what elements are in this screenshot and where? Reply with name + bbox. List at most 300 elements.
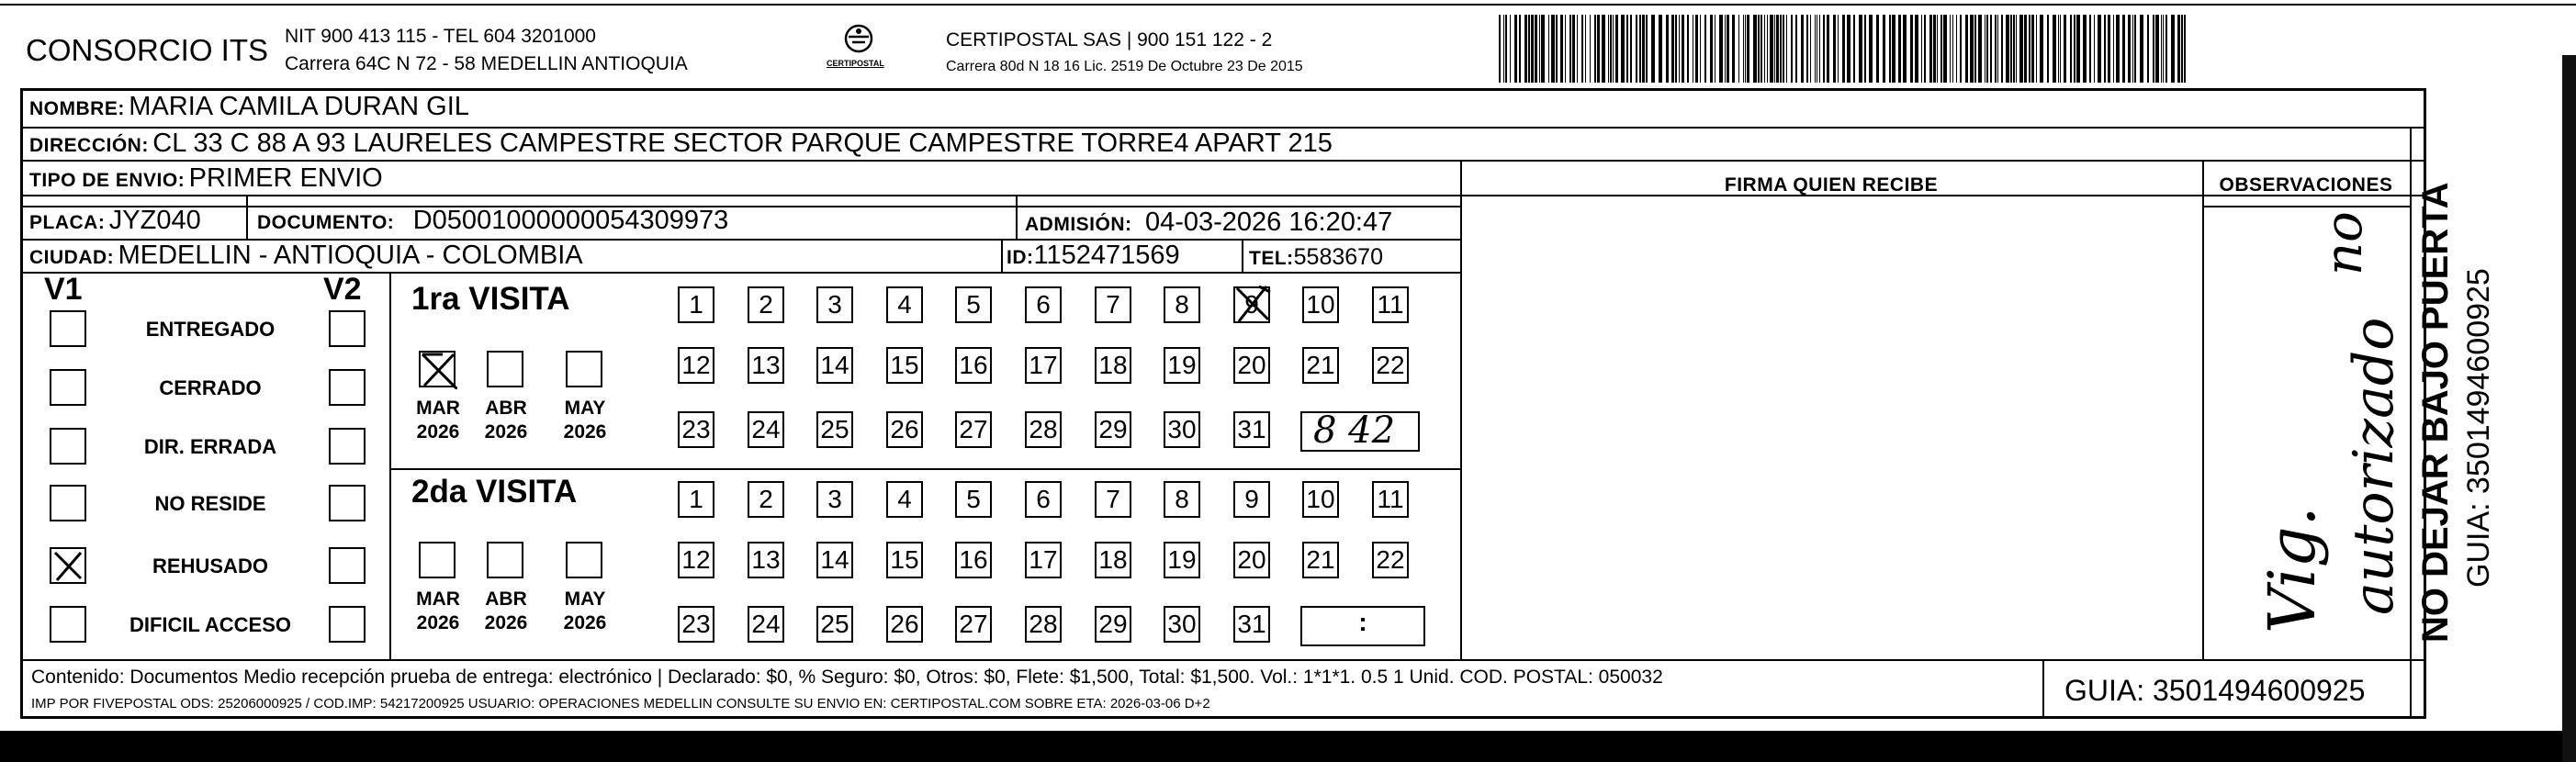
month-name: MAR: [416, 588, 460, 610]
barcode-bar: [2010, 15, 2012, 83]
barcode-bar: [1626, 15, 1628, 83]
id-row: [1007, 241, 1180, 271]
day-box[interactable]: [955, 411, 992, 448]
day-number: 14: [820, 545, 849, 574]
barcode-bar: [1539, 15, 1540, 83]
month-checkbox[interactable]: [566, 542, 602, 578]
day-box[interactable]: [1233, 606, 1270, 643]
month-label: [479, 397, 533, 444]
barcode-bar: [1745, 15, 1746, 83]
barcode-bar: [1636, 15, 1637, 83]
tipo-value: PRIMER ENVIO: [188, 163, 383, 193]
bottom-edge: [0, 731, 2576, 762]
id-value: 1152471569: [1033, 241, 1180, 270]
day-number: 25: [820, 415, 849, 443]
status-v2-checkbox[interactable]: [329, 428, 366, 465]
placa-label: PLACA:: [29, 212, 106, 233]
day-box[interactable]: [1372, 347, 1409, 384]
barcode-bar: [2113, 15, 2114, 83]
day-number: 31: [1237, 415, 1266, 443]
day-box[interactable]: [1164, 481, 1200, 518]
barcode-bar: [2060, 15, 2061, 83]
barcode-bar: [2040, 15, 2043, 83]
barcode-bar: [1876, 15, 1879, 83]
barcode-bar: [1889, 15, 1891, 83]
barcode-bar: [2181, 15, 2183, 83]
top-rule: [0, 4, 2576, 6]
day-number: 2: [759, 290, 773, 319]
day-box[interactable]: [1095, 606, 1131, 643]
day-number: 7: [1106, 290, 1120, 319]
day-box[interactable]: [1164, 347, 1200, 384]
admision-row: [1025, 207, 1392, 238]
month-name: MAY: [564, 398, 606, 419]
barcode-bar: [2165, 15, 2167, 83]
v2-label: V2: [323, 272, 362, 307]
barcode-bar: [1801, 15, 1804, 83]
barcode-bar: [1590, 15, 1591, 83]
col-firma-left: [1460, 160, 1462, 659]
day-box[interactable]: [816, 606, 853, 643]
day-box[interactable]: [1164, 542, 1200, 578]
barcode-bar: [1565, 15, 1566, 83]
day-box[interactable]: [748, 481, 784, 518]
day-box[interactable]: [748, 411, 784, 448]
footer-line2: IMP POR FIVEPOSTAL ODS: 25206000925 / COD.IMP: 54217200925 USUARIO: OPERACIONES MEDELLIN CONSULTE SU ENVIO EN: CERTIPOSTAL.COM SOBRE ETA: 2026-03-06 D+2: [31, 696, 1210, 712]
barcode-bar: [2153, 15, 2154, 83]
rule-observaciones: [2202, 206, 2410, 207]
day-number: 5: [966, 485, 981, 513]
day-number: 14: [820, 351, 849, 379]
day-number: 26: [890, 610, 919, 638]
certipostal-logo: [808, 22, 909, 77]
barcode-bar: [2122, 15, 2125, 83]
month-checkbox[interactable]: [566, 351, 602, 387]
status-v2-checkbox[interactable]: [329, 606, 366, 643]
month-name: ABR: [485, 588, 527, 610]
day-number: 12: [681, 545, 711, 574]
day-box[interactable]: [1302, 542, 1339, 578]
barcode-bar: [1933, 15, 1936, 83]
day-number: 8: [1175, 485, 1189, 513]
col-id: [1001, 239, 1003, 272]
day-number: 24: [751, 610, 781, 638]
observacion-word-3: autorizado: [2342, 317, 2406, 615]
barcode-bar: [2019, 15, 2023, 83]
day-box[interactable]: [1095, 542, 1131, 578]
barcode-bar: [1514, 15, 1517, 83]
day-box[interactable]: [1095, 481, 1131, 518]
barcode-bar: [1921, 15, 1922, 83]
id-label: ID:: [1007, 247, 1034, 268]
day-number: 29: [1098, 415, 1128, 443]
barcode-bar: [1780, 15, 1782, 83]
barcode-bar: [1548, 15, 1549, 83]
day-number: 20: [1237, 351, 1266, 379]
day-box[interactable]: [1302, 286, 1339, 323]
day-box[interactable]: [1233, 542, 1270, 578]
documento-value: D05001000000054309973: [412, 206, 729, 235]
day-box[interactable]: [1025, 286, 1062, 323]
rule-direccion: [22, 160, 2426, 162]
v1-label: V1: [44, 272, 83, 307]
col-side-left: [2410, 127, 2412, 719]
barcode-bar: [2104, 15, 2106, 83]
barcode-bar: [1687, 15, 1689, 83]
day-box[interactable]: [1025, 481, 1062, 518]
barcode-bar: [1743, 15, 1744, 83]
day-box[interactable]: [1372, 481, 1409, 518]
barcode-bar: [2047, 15, 2049, 83]
col-tel: [1242, 239, 1243, 272]
day-box[interactable]: [1095, 347, 1131, 384]
barcode-bar: [2140, 15, 2143, 83]
status-v1-checkbox[interactable]: [50, 369, 86, 406]
tel-row: [1249, 244, 1383, 271]
barcode-bar: [1995, 15, 1997, 83]
day-scribble-mark: [1232, 283, 1274, 325]
status-label: DIFICIL ACCESO: [129, 613, 291, 636]
barcode-bar: [2089, 15, 2091, 83]
direccion-row: [29, 129, 1333, 159]
barcode-bar: [1770, 15, 1773, 83]
day-number: 9: [1244, 485, 1259, 513]
day-number: 28: [1029, 415, 1058, 443]
barcode-bar: [1695, 15, 1698, 83]
barcode-bar: [1510, 15, 1511, 83]
barcode-bar: [1727, 15, 1729, 83]
status-label: DIR. ERRADA: [143, 435, 277, 458]
month-year: 2026: [484, 612, 528, 633]
barcode-bar: [1823, 15, 1825, 83]
day-box[interactable]: [955, 481, 992, 518]
firma-area[interactable]: [1468, 207, 2195, 657]
day-box[interactable]: [816, 286, 853, 323]
barcode-bar: [2155, 15, 2159, 83]
day-box[interactable]: [1095, 286, 1131, 323]
nit-line: NIT 900 413 115 - TEL 604 3201000: [285, 26, 596, 47]
day-box[interactable]: [1233, 286, 1270, 323]
placa-row: [29, 206, 201, 236]
nombre-value: MARIA CAMILA DURAN GIL: [129, 92, 469, 121]
barcode-bar: [1679, 15, 1680, 83]
barcode-bar: [1503, 15, 1504, 83]
barcode-bar: [1940, 15, 1942, 83]
day-box[interactable]: [1372, 542, 1409, 578]
barcode-bar: [2058, 15, 2059, 83]
barcode-bar: [1646, 15, 1648, 83]
visita2-title: 2da VISITA: [411, 474, 578, 510]
day-box[interactable]: [1025, 542, 1062, 578]
day-box[interactable]: [886, 411, 923, 448]
day-box[interactable]: [816, 542, 853, 578]
day-number: 22: [1376, 351, 1405, 379]
day-box[interactable]: [1233, 411, 1270, 448]
observacion-word-2: Vig.: [2255, 506, 2330, 633]
placa-value: JYZ040: [108, 206, 201, 235]
day-number: 25: [820, 610, 849, 638]
barcode-bar: [1764, 15, 1765, 83]
barcode-bar: [1806, 15, 1808, 83]
month-checkbox[interactable]: [487, 351, 523, 387]
rule-footer: [22, 659, 2426, 661]
barcode-bar: [1585, 15, 1586, 83]
barcode-bar: [1827, 15, 1829, 83]
visita2-time-box[interactable]: [1300, 606, 1425, 646]
day-box[interactable]: [748, 347, 784, 384]
day-number: 8: [1175, 290, 1189, 319]
day-number: 12: [681, 351, 711, 379]
firma-label: FIRMA QUIEN RECIBE: [1724, 174, 1939, 196]
day-number: 15: [890, 545, 919, 574]
month-checkbox[interactable]: [419, 351, 456, 387]
day-number: 2: [759, 485, 773, 513]
day-number: 29: [1098, 610, 1128, 638]
day-box[interactable]: [1372, 286, 1409, 323]
month-label: [479, 588, 533, 635]
barcode-bar: [1747, 15, 1749, 83]
day-number: 6: [1036, 290, 1051, 319]
barcode-bar: [1760, 15, 1762, 83]
day-box[interactable]: [886, 606, 923, 643]
day-number: 11: [1377, 485, 1404, 513]
barcode-bar: [1671, 15, 1674, 83]
day-number: 3: [827, 485, 842, 513]
day-number: 27: [959, 610, 988, 638]
barcode-bar: [1594, 15, 1596, 83]
month-checkbox[interactable]: [419, 542, 456, 578]
barcode-bar: [1569, 15, 1571, 83]
barcode-bar: [1869, 15, 1873, 83]
visita1-time: 8 42: [1313, 409, 1396, 452]
day-number: 30: [1167, 610, 1197, 638]
day-box[interactable]: [816, 481, 853, 518]
day-number: 23: [681, 415, 711, 443]
check-mark-icon: [51, 549, 84, 582]
day-box[interactable]: [955, 606, 992, 643]
status-v1-checkbox[interactable]: [50, 310, 86, 347]
day-box[interactable]: [955, 542, 992, 578]
day-box[interactable]: [1164, 606, 1200, 643]
barcode-bar: [1819, 15, 1820, 83]
day-number: 13: [751, 351, 781, 379]
barcode-bar: [1710, 15, 1713, 83]
day-box[interactable]: [678, 411, 714, 448]
barcode-bar: [2177, 15, 2180, 83]
month-year: 2026: [563, 612, 607, 633]
day-number: 17: [1029, 545, 1058, 574]
ciudad-row: [29, 241, 583, 271]
tipo-label: TIPO DE ENVIO:: [29, 170, 186, 191]
barcode-bar: [1990, 15, 1992, 83]
direccion-label: DIRECCIÓN:: [29, 135, 149, 156]
day-box[interactable]: [678, 286, 714, 323]
barcode-bar: [2024, 15, 2027, 83]
status-label: REHUSADO: [152, 555, 268, 577]
barcode-bar: [1610, 15, 1612, 83]
status-v1-checkbox[interactable]: [50, 428, 86, 465]
barcode-bar: [2083, 15, 2087, 83]
day-number: 18: [1098, 545, 1128, 574]
barcode-bar: [1541, 15, 1545, 83]
barcode-bar: [2163, 15, 2164, 83]
barcode-bar: [2053, 15, 2056, 83]
barcode-bar: [1732, 15, 1735, 83]
day-number: 30: [1167, 415, 1197, 443]
day-box[interactable]: [816, 347, 853, 384]
day-box[interactable]: [1025, 606, 1062, 643]
day-number: 4: [897, 290, 912, 319]
barcode-bar: [1767, 15, 1768, 83]
day-box[interactable]: [1302, 481, 1339, 518]
rule-visits-mid: [389, 468, 1460, 470]
barcode-bar: [1853, 15, 1855, 83]
barcode-bar: [1560, 15, 1563, 83]
barcode-bar: [1524, 15, 1527, 83]
col-placa: [246, 195, 248, 239]
status-v2-checkbox[interactable]: [329, 369, 366, 406]
barcode-bar: [1838, 15, 1839, 83]
status-v1-checkbox[interactable]: [50, 485, 86, 521]
barcode-bar: [1783, 15, 1784, 83]
day-number: 24: [751, 415, 781, 443]
barcode-bar: [2029, 15, 2030, 83]
barcode-bar: [1499, 15, 1501, 83]
day-box[interactable]: [748, 542, 784, 578]
certipostal-logo-icon: [808, 22, 909, 77]
month-name: MAY: [564, 588, 606, 610]
day-box[interactable]: [678, 542, 714, 578]
nombre-label: NOMBRE:: [29, 98, 125, 119]
day-box[interactable]: [748, 286, 784, 323]
barcode-bar: [2132, 15, 2133, 83]
ciudad-label: CIUDAD:: [29, 247, 115, 268]
admision-label: ADMISIÓN:: [1025, 214, 1132, 235]
barcode-bar: [2006, 15, 2009, 83]
day-number: 10: [1306, 485, 1335, 513]
barcode-bar: [1531, 15, 1534, 83]
barcode-bar: [1572, 15, 1575, 83]
status-v1-checkbox[interactable]: [50, 547, 86, 584]
day-box[interactable]: [1233, 481, 1270, 518]
barcode-bar: [2108, 15, 2110, 83]
barcode-bar: [1791, 15, 1793, 83]
barcode-bar: [1903, 15, 1907, 83]
barcode-bar: [1892, 15, 1895, 83]
barcode-bar: [1642, 15, 1645, 83]
status-v2-checkbox[interactable]: [329, 485, 366, 521]
day-box[interactable]: [1164, 411, 1200, 448]
day-box[interactable]: [816, 411, 853, 448]
barcode-bar: [1815, 15, 1816, 83]
barcode-bar: [2036, 15, 2037, 83]
barcode-bar: [1929, 15, 1932, 83]
day-box[interactable]: [1164, 286, 1200, 323]
day-box[interactable]: [886, 481, 923, 518]
day-number: 20: [1237, 545, 1266, 574]
day-number: 5: [966, 290, 981, 319]
barcode-bar: [1997, 15, 1998, 83]
day-box[interactable]: [886, 542, 923, 578]
observaciones-label: OBSERVACIONES: [2219, 174, 2393, 196]
day-box[interactable]: [955, 286, 992, 323]
day-number: 6: [1036, 485, 1051, 513]
visita1-title: 1ra VISITA: [411, 281, 570, 317]
barcode-bar: [1774, 15, 1775, 83]
day-box[interactable]: [1302, 347, 1339, 384]
status-label: NO RESIDE: [154, 492, 266, 515]
day-box[interactable]: [678, 481, 714, 518]
barcode-bar: [1859, 15, 1862, 83]
day-box[interactable]: [678, 606, 714, 643]
barcode: [1499, 15, 2188, 83]
day-number: 3: [827, 290, 842, 319]
tipo-row: [29, 163, 383, 194]
month-checkbox[interactable]: [487, 542, 523, 578]
barcode-bar: [1965, 15, 1968, 83]
day-box[interactable]: [1095, 411, 1131, 448]
status-v2-checkbox[interactable]: [329, 310, 366, 347]
barcode-bar: [1682, 15, 1684, 83]
barcode-bar: [2016, 15, 2017, 83]
certipostal-line1: CERTIPOSTAL SAS | 900 151 122 - 2: [946, 29, 1273, 50]
right-edge: [2562, 55, 2576, 762]
day-box[interactable]: [886, 347, 923, 384]
side-guia: GUIA: 3501494600925: [2461, 268, 2496, 588]
logo-text: CERTIPOSTAL: [827, 59, 884, 68]
col-status: [389, 272, 391, 659]
day-number: 21: [1306, 545, 1335, 574]
barcode-bar: [1883, 15, 1885, 83]
status-v1-checkbox[interactable]: [50, 606, 86, 643]
certipostal-line2: Carrera 80d N 18 16 Lic. 2519 De Octubre 23 De 2015: [946, 59, 1303, 74]
day-box[interactable]: [1233, 347, 1270, 384]
day-box[interactable]: [886, 286, 923, 323]
footer-guia: GUIA: 3501494600925: [2064, 674, 2366, 707]
day-number: 11: [1377, 290, 1404, 319]
barcode-bar: [1986, 15, 1988, 83]
tel-label: TEL:: [1249, 248, 1294, 269]
day-number: 27: [959, 415, 988, 443]
month-year: 2026: [416, 612, 460, 633]
month-label: [558, 588, 612, 635]
barcode-bar: [1519, 15, 1521, 83]
barcode-bar: [1528, 15, 1530, 83]
day-number: 22: [1376, 545, 1405, 574]
day-box[interactable]: [955, 347, 992, 384]
barcode-bar: [2064, 15, 2066, 83]
barcode-bar: [1970, 15, 1974, 83]
day-box[interactable]: [678, 347, 714, 384]
day-box[interactable]: [748, 606, 784, 643]
barcode-bar: [1956, 15, 1957, 83]
visita1-time-box[interactable]: [1300, 411, 1420, 452]
day-number: 21: [1306, 351, 1335, 379]
day-number: 26: [890, 415, 919, 443]
day-number: 9: [1244, 290, 1259, 319]
barcode-bar: [1719, 15, 1723, 83]
day-number: 17: [1029, 351, 1058, 379]
month-name: ABR: [485, 398, 527, 419]
barcode-bar: [1738, 15, 1739, 83]
barcode-bar: [2031, 15, 2034, 83]
day-box[interactable]: [1025, 347, 1062, 384]
barcode-bar: [2001, 15, 2003, 83]
status-v2-checkbox[interactable]: [329, 547, 366, 584]
day-number: 23: [681, 610, 711, 638]
barcode-bar: [1651, 15, 1655, 83]
day-box[interactable]: [1025, 411, 1062, 448]
